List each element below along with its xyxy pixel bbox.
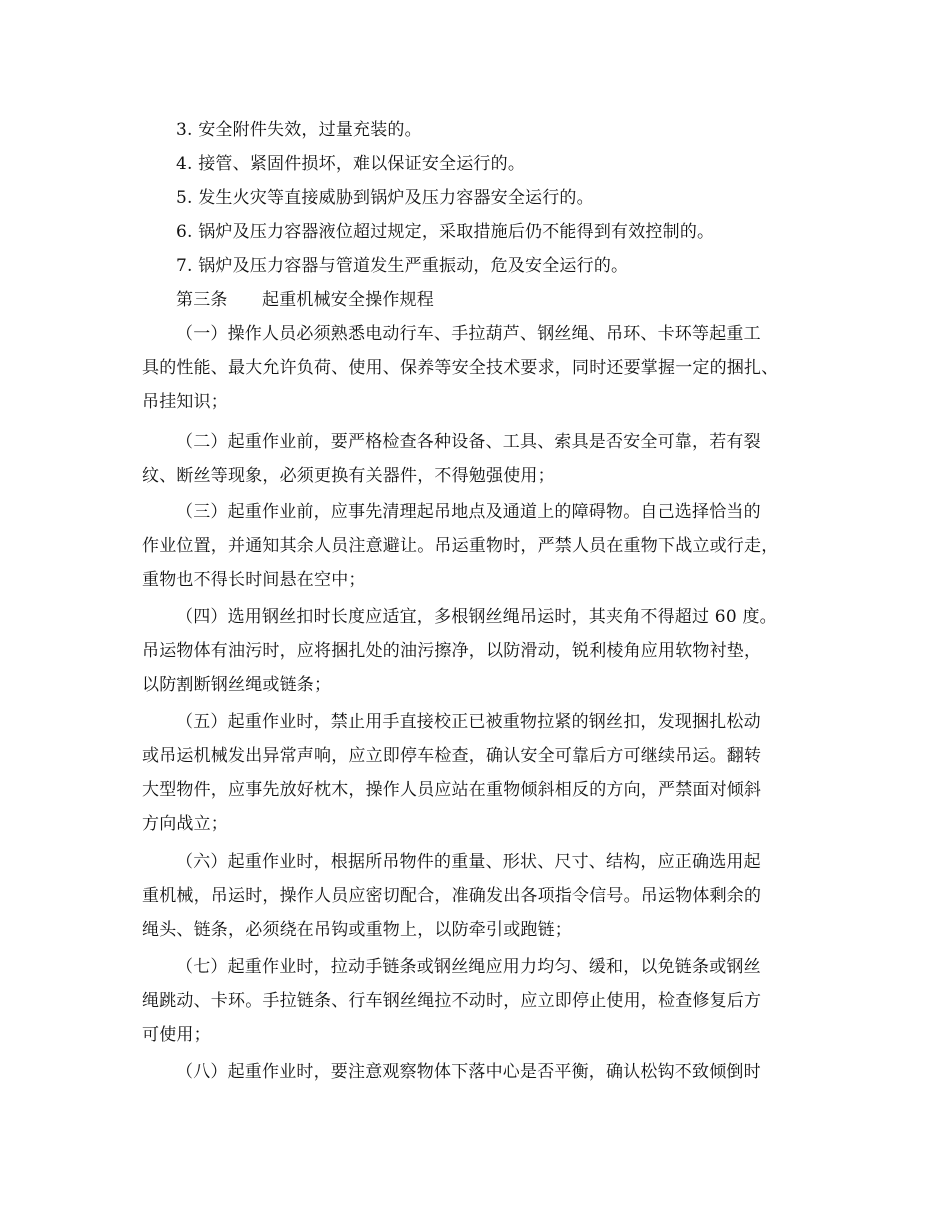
paragraph-line: 方向战立； (142, 814, 228, 834)
list-item-6: 6. 锅炉及压力容器液位超过规定，采取措施后仍不能得到有效控制的。 (176, 222, 715, 242)
paragraph-line: 作业位置，并通知其余人员注意避让。吊运重物时，严禁人员在重物下战立或行走， (142, 536, 779, 556)
paragraph-line: 可使用； (142, 1025, 211, 1045)
paragraph-line: （一）操作人员必须熟悉电动行车、手拉葫芦、钢丝绳、吊环、卡环等起重工 (176, 324, 761, 344)
paragraph-line: （五）起重作业时，禁止用手直接校正已被重物拉紧的钢丝扣，发现捆扎松动 (176, 712, 761, 732)
paragraph-line: （七）起重作业时，拉动手链条或钢丝绳应用力均匀、缓和，以免链条或钢丝 (176, 957, 761, 977)
paragraph-line: 或吊运机械发出异常声响，应立即停车检查，确认安全可靠后方可继续吊运。翻转 (142, 746, 762, 766)
paragraph-line: 大型物件，应事先放好枕木，操作人员应站在重物倾斜相反的方向，严禁面对倾斜 (142, 780, 762, 800)
paragraph-line: 绳头、链条，必须绕在吊钩或重物上，以防牵引或跑链； (142, 920, 572, 940)
paragraph-line: 吊挂知识； (142, 392, 228, 412)
paragraph-line: （二）起重作业前，要严格检查各种设备、工具、索具是否安全可靠，若有裂 (176, 432, 761, 452)
list-item-5: 5. 发生火灾等直接威胁到锅炉及压力容器安全运行的。 (176, 188, 594, 208)
list-item-3: 3. 安全附件失效，过量充装的。 (176, 120, 422, 140)
paragraph-line: 具的性能、最大允许负荷、使用、保养等安全技术要求，同时还要掌握一定的捆扎、 (142, 358, 779, 378)
paragraph-line: （四）选用钢丝扣时长度应适宜，多根钢丝绳吊运时，其夹角不得超过 60 度。 (176, 607, 777, 627)
paragraph-line: 吊运物体有油污时，应将捆扎处的油污擦净，以防滑动，锐利棱角应用软物衬垫， (142, 641, 762, 661)
paragraph-line: 重物也不得长时间悬在空中； (142, 570, 366, 590)
section-heading: 第三条 起重机械安全操作规程 (176, 290, 434, 310)
paragraph-line: （八）起重作业时，要注意观察物体下落中心是否平衡，确认松钩不致倾倒时 (176, 1062, 761, 1082)
paragraph-line: 绳跳动、卡环。手拉链条、行车钢丝绳拉不动时，应立即停止使用，检查修复后方 (142, 991, 762, 1011)
list-item-7: 7. 锅炉及压力容器与管道发生严重振动，危及安全运行的。 (176, 256, 629, 276)
paragraph-line: （三）起重作业前，应事先清理起吊地点及通道上的障碍物。自己选择恰当的 (176, 502, 761, 522)
paragraph-line: 纹、断丝等现象，必须更换有关器件，不得勉强使用； (142, 466, 555, 486)
paragraph-line: 以防割断钢丝绳或链条； (142, 675, 332, 695)
list-item-4: 4. 接管、紧固件损坏，难以保证安全运行的。 (176, 154, 526, 174)
paragraph-line: 重机械，吊运时，操作人员应密切配合，准确发出各项指令信号。吊运物体剩余的 (142, 886, 762, 906)
paragraph-line: （六）起重作业时，根据所吊物件的重量、形状、尺寸、结构，应正确选用起 (176, 852, 761, 872)
